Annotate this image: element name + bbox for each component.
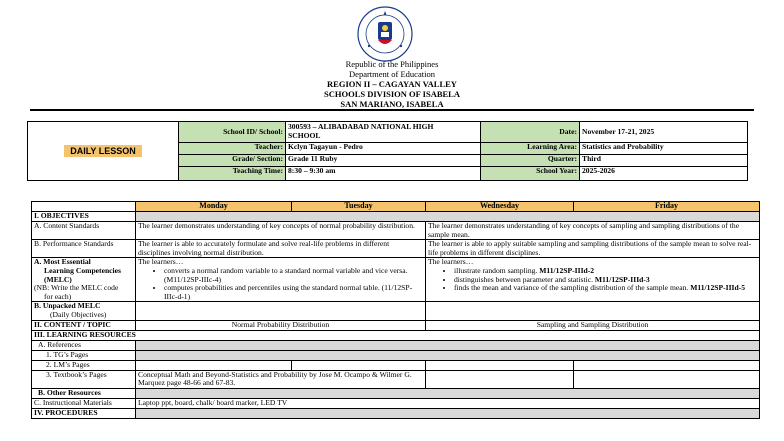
procedures-heading: IV. PROCEDURES: [32, 408, 136, 418]
other-resources-label: B. Other Resources: [32, 388, 136, 398]
tg-pages-label: 1. TG’s Pages: [32, 350, 136, 360]
content-topic-heading: II. CONTENT / TOPIC: [32, 320, 136, 330]
day-monday: Monday: [136, 202, 292, 212]
teaching-time-label: Teaching Time:: [179, 167, 286, 181]
department-text: Department of Education: [349, 69, 435, 79]
textbook-value: Conceptual Math and Beyond-Statistics and Probability by Jose M. Ocampo & Wilmer G. Marquez page 48-66 and 67-83.: [136, 370, 426, 388]
other-resources-filler: [136, 388, 760, 398]
melc-left-item: • converts a normal random variable to a standard normal variable and vice versa. (M11/12SP-IIIc-4): [164, 267, 423, 284]
region-text: REGION II – CAGAYAN VALLEY: [327, 79, 457, 89]
day-tuesday: Tuesday: [292, 202, 426, 212]
school-label: School ID/ School:: [179, 122, 286, 143]
lm-pages-label: 2. LM’s Pages: [32, 360, 136, 370]
performance-standards-right: The learner is able to apply suitable sampling and sampling distributions of the sample mean to solve real-life problems in different disciplines.: [426, 240, 760, 258]
procedures-filler: [136, 408, 760, 418]
unpacked-right: [426, 302, 760, 320]
lesson-plan-table: [31, 201, 760, 419]
content-standards-right: The learner demonstrates understanding of key concepts of sampling and sampling distributions of the sample mean.: [426, 222, 760, 240]
textbook-wednesday: [426, 370, 574, 388]
topic-right: Sampling and Sampling Distribution: [426, 320, 760, 330]
day-friday: Friday: [574, 202, 760, 212]
teaching-time-value: 8:30 – 9:30 am: [286, 167, 481, 181]
republic-text: Republic of the Philippines: [345, 59, 439, 69]
melc-left: The learners… • converts a normal random variable to a standard normal variable and vice versa. (M11/12SP-IIIc-4) • computes probabilities and percentiles using the standard normal table. (11/12SP-IIIc-d-1): [136, 258, 426, 302]
date-label: Date:: [481, 122, 580, 143]
deped-seal-icon: [357, 6, 413, 62]
learning-area-label: Learning Area:: [481, 143, 580, 155]
melc-right-item: • finds the mean and variance of the sampling distribution of the sample mean. M11/12SP-IIId-5: [454, 284, 757, 293]
melc-left-item: • computes probabilities and percentiles using the standard normal table. (11/12SP-IIIc-d-1): [164, 284, 423, 301]
quarter-value: Third: [580, 155, 748, 167]
objectives-filler: [136, 212, 760, 222]
unpacked-melc-label: B. Unpacked MELC (Daily Objectives): [32, 302, 136, 320]
performance-standards-left: The learner is able to accurately formulate and solve real-life problems in different disciplines involving normal distribution.: [136, 240, 426, 258]
lm-wednesday: [426, 360, 574, 370]
learning-area-value: Statistics and Probability: [580, 143, 748, 155]
references-filler: [136, 340, 760, 350]
daily-lesson-title: DAILY LESSON: [28, 122, 179, 181]
corner-cell: [32, 202, 136, 212]
date-value: November 17-21, 2025: [580, 122, 748, 143]
content-standards-label: A. Content Standards: [32, 222, 136, 240]
quarter-label: Quarter:: [481, 155, 580, 167]
header-divider: [30, 109, 754, 111]
learning-resources-heading: III. LEARNING RESOURCES: [32, 330, 760, 340]
textbook-friday: [574, 370, 760, 388]
grade-value: Grade 11 Ruby: [286, 155, 481, 167]
melc-right: The learners… • illustrate random sampling. M11/12SP-IIId-2 • distinguishes between parameter and statistic. M11/12SP-IIId-3 • finds the mean and variance of the sampling distribution of the sample mean. M11/12SP-IIId-5: [426, 258, 760, 302]
content-standards-left: The learner demonstrates understanding of key concepts of normal probability distribution.: [136, 222, 426, 240]
day-wednesday: Wednesday: [426, 202, 574, 212]
lm-monday: [136, 360, 292, 370]
textbook-pages-label: 3. Textbook’s Pages: [32, 370, 136, 388]
school-year-value: 2025-2026: [580, 167, 748, 181]
topic-left: Normal Probability Distribution: [136, 320, 426, 330]
school-value: 300593 – ALIBADABAD NATIONAL HIGH SCHOOL: [286, 122, 481, 143]
instructional-materials-value: Laptop ppt, board, chalk/ board marker, LED TV: [136, 398, 760, 408]
melc-label: A. Most Essential Learning Competencies (MELC) (NB: Write the MELC code for each): [32, 258, 136, 302]
lm-friday: [574, 360, 760, 370]
performance-standards-label: B. Performance Standards: [32, 240, 136, 258]
grade-label: Grade/ Section:: [179, 155, 286, 167]
melc-right-item: • illustrate random sampling. M11/12SP-IIId-2: [454, 267, 757, 276]
unpacked-left: [136, 302, 426, 320]
municipality-text: SAN MARIANO, ISABELA: [340, 99, 444, 109]
melc-right-item: • distinguishes between parameter and statistic. M11/12SP-IIId-3: [454, 276, 757, 285]
school-year-label: School Year:: [481, 167, 580, 181]
lesson-info-table: [27, 121, 748, 181]
division-text: SCHOOLS DIVISION OF ISABELA: [324, 89, 460, 99]
lm-tuesday: [292, 360, 426, 370]
instructional-materials-label: C. Instructional Materials: [32, 398, 136, 408]
objectives-heading: I. OBJECTIVES: [32, 212, 136, 222]
teacher-value: Kclyn Tagayun - Pedro: [286, 143, 481, 155]
teacher-label: Teacher:: [179, 143, 286, 155]
tg-pages-filler: [136, 350, 760, 360]
references-label: A. References: [32, 340, 136, 350]
